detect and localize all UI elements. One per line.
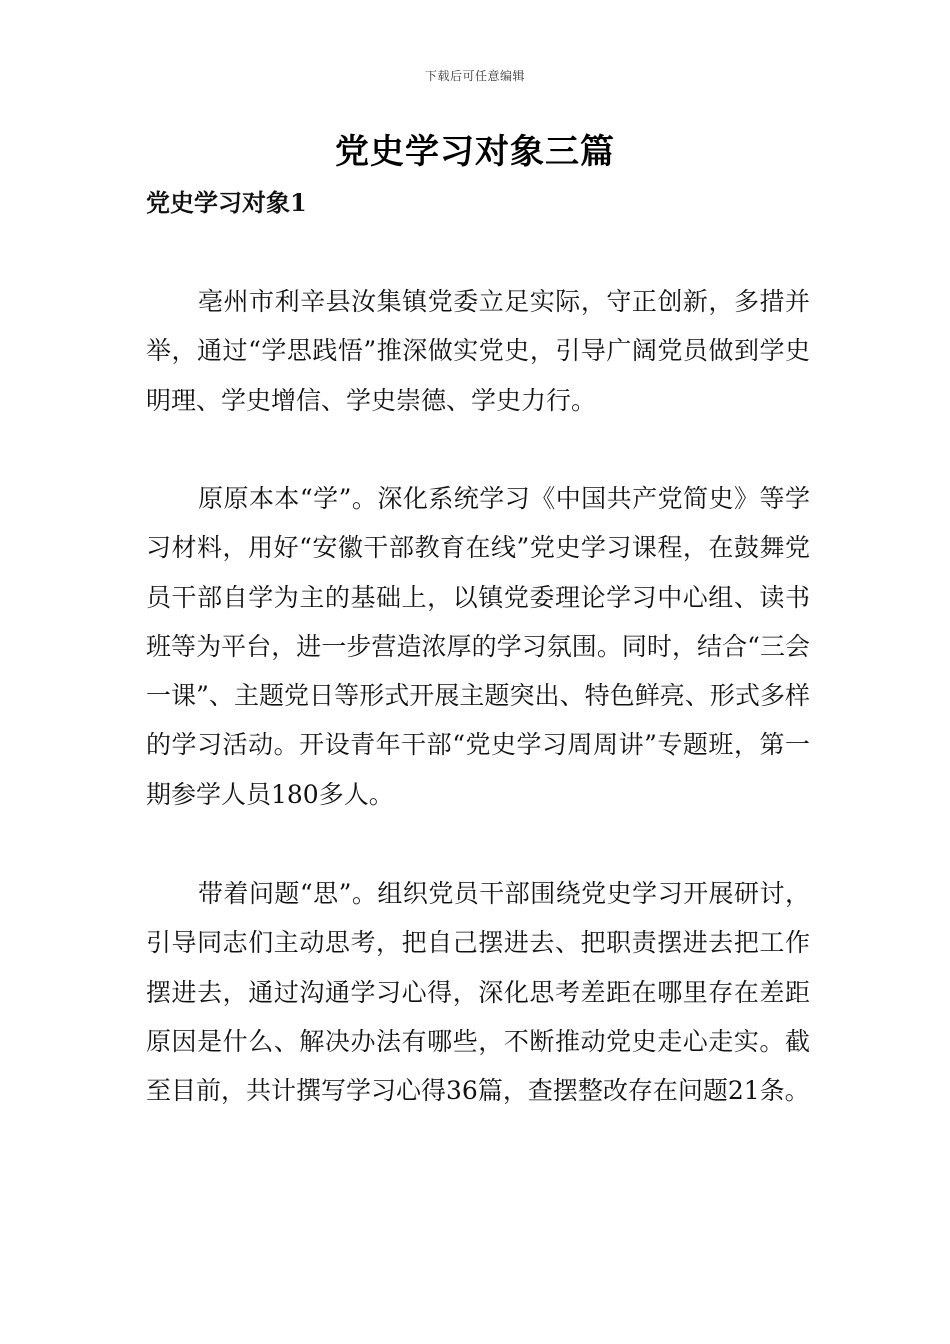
paragraph-reflect [146,869,810,1115]
paragraph-intro [146,277,810,425]
document-title: 党史学习对象三篇 [335,132,615,172]
section-heading: 党史学习对象1 [146,188,307,217]
header-note: 下载后可任意编辑 [424,69,525,83]
paragraph-study [146,474,810,819]
paragraph-text: 原原本本“学”。深化系统学习《中国共产党简史》等学习材料，用好“安徽干部教育在线”党史学习课程，在鼓舞党员干部自学为主的基础上，以镇党委理论学习中心组、读书班等为平台，进一步营造浓厚的学习氛围。同时，结合“三会一课”、主题党日等形式开展主题突出、特色鲜亮、形式多样的学习活动。开设青年干部“党史学习周周讲”专题班，第一期参学人员180多人。 [146,484,810,809]
paragraph-text: 带着问题“思”。组织党员干部围绕党史学习开展研讨，引导同志们主动思考，把自己摆进去、把职责摆进去把工作摆进去，通过沟通学习心得，深化思考差距在哪里存在差距原因是什么、解决办法有哪些，不断推动党史走心走实。截至目前，共计撰写学习心得36篇，查摆整改存在问题21条。 [146,879,810,1106]
paragraph-text: 亳州市利辛县汝集镇党委立足实际，守正创新，多措并举，通过“学思践悟”推深做实党史，引导广阔党员做到学史明理、学史增信、学史崇德、学史力行。 [146,287,810,415]
